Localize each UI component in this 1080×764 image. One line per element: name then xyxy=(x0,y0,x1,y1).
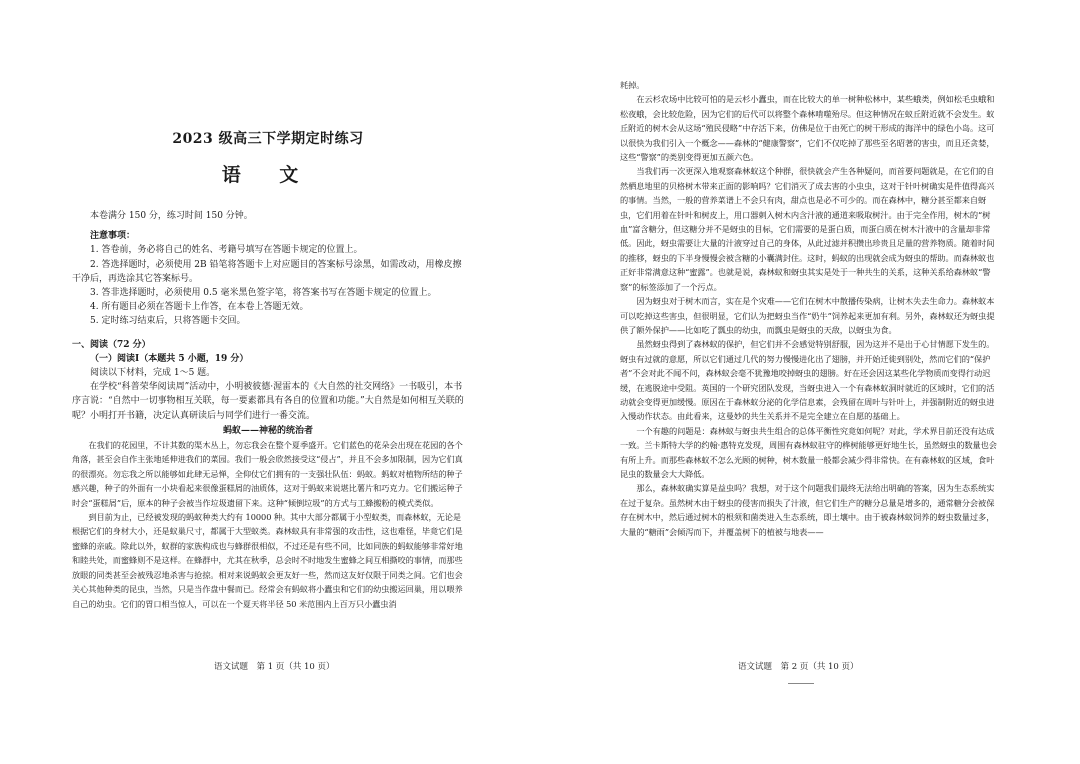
article-paragraph: 当我们再一次更深入地观察森林蚁这个种群，很快就会产生各种疑问，而首要问题就是，在它们的自然栖息地里的贝格树木带来正面的影响吗？它们消灭了成去害的小虫虫，这对于针叶树确实是件值得高兴的事情。当然，一般的营养菜谱上不会只有肉，甜点也是必不可少的。而在森林中，糖分甚至都来自蚜虫，它们用着在针叶和树皮上，用口器刺入树木内含汁液的通道来吸取树汁。由于完全作用，树木的“树血”富含糖分，但这糖分并不是蚜虫的目标，它们需要的是蛋白质，而蛋白质在树木汁液中的含量却非常低。因此，蚜虫需要让大量的汁液穿过自己的身体，从此过滤并积攒出珍贵且足量的营养物质。随着时间的推移，蚜虫的下半身慢慢会被含糖的小囊满封住。这时，蚂蚁的出现就会成为蚜虫的帮助。而森林蚁也正好非常满意这种“蜜露”。也就是说，森林蚁和蚜虫其实是处于一种共生的关系，这种关系给森林蚁“警察”的标签添加了一个污点。 xyxy=(620,166,995,292)
part-heading: （一）阅读Ⅰ（本题共 5 小题，19 分） xyxy=(90,353,249,364)
article-paragraph: 在云杉农场中比较可怕的是云杉小蠹虫，而在比较大的单一树种松林中，某些蛾类，例如松毛虫蛾和松夜蛾，会比较危险，因为它们的后代可以将整个森林啃噬殆尽。但这种情况在蚁丘附近就不会发生。蚁丘附近的树木会从这场“殖民侵略”中存活下来，仿佛是位于由死亡的树干形成的海洋中的绿色小岛。这可以很快为我们引入一个概念——森林的“健康警察”，它们不仅吃掉了那些至名昭著的害虫，而且还贪婪，这些“警察”的类别变得更加五颜六色。 xyxy=(620,94,995,163)
exam-page-2 xyxy=(620,78,1000,678)
reading-instruction: 阅读以下材料，完成 1～5 题。 xyxy=(90,368,216,379)
article-paragraph: 虽然蚜虫得到了森林蚁的保护，但它们并不会感觉特别舒服，因为这并不是出于心甘情愿下发生的。蚜虫有过就的意愿，所以它们通过几代的努力慢慢进化出了翅膀，并开始迁徙到别处，然而它们的“保护者”不会对此不闻不问，森林蚁会毫不犹豫地咬掉蚜虫的翅膀。好在还会因这某些化学物质而变得行动迟缓，在逃脱途中受阻。英国的一个研究团队发现，当蚜虫进入一个有森林蚁洞时就近的区域时，它们的活动就会变得更加缓慢。原因在于森林蚁分泌的化学信息素，会残留在周叶与针叶上，并强制附近的蚜虫进入慢动作状态。由此看来，这曼妙的共生关系并不是完全建立在自愿的基础上。 xyxy=(620,339,995,422)
article-paragraph: 耗掉。 xyxy=(620,80,645,90)
section-heading: 一、阅读（72 分） xyxy=(72,339,151,350)
article-paragraph: 一个有趣的问题是：森林蚁与蚜虫共生组合的总体平衡性究竟如何呢？对此，学术界目前还没有达成一致。兰卡斯特大学的约翰·惠特克发现，周围有森林蚁驻守的桦树能够更好地生长，虽然蚜虫的数量也会有所上升。而那些森林蚁不怎么光顾的树种，树木数量一般都会减少得非常快。在有森林蚁的区域，食叶昆虫的数量会大大降低。 xyxy=(620,425,997,479)
page-footer-2: 语文试题 第 2 页（共 10 页） xyxy=(738,662,859,672)
exam-title: 2023 级高三下学期定时练习 xyxy=(172,131,364,147)
exam-page-1 xyxy=(72,78,464,678)
note-item: 5. 定时练习结束后，只将答题卡交回。 xyxy=(90,316,246,327)
note-item: 3. 答非选择题时，必须使用 0.5 毫米黑色签字笔，将答案书写在答题卡规定的位置上。 xyxy=(90,288,437,299)
article-paragraph: 到目前为止，已经被发现的蚂蚁种类大约有 10000 种。其中大部分都属于小型蚁类，而森林蚁，无论是根据它们的身材大小，还是蚁巢尺寸，都属于大型蚁类。森林蚁具有非常强的攻击性，这也难怪，毕竟它们是蜜蜂的亲戚。除此以外，蚁群的家族构成也与蜂群很相似，不过还是有些不同，比如同族的蚂蚁能够非常好地和睦共处，而蜜蜂则不是这样。在蜂群中，尤其在秋季，总会时不时地发生蜜蜂之间互相撕咬的事情，而那些放眼的同类甚至会被残忍地杀害与抢掠。相对来说蚂蚁会更友好一些，然而这友好仅限于同类之间。它们也会关心其他种类的昆虫，当然，只是当作盘中餐而已。经常会有蚂蚁将小蠹虫和它们的幼虫搬运回巢，用以喂养自己的幼虫。它们的胃口相当惊人，可以在一个夏天将半径 50 米范围内上百万只小蠹虫消 xyxy=(72,512,463,609)
note-item: 4. 所有题目必须在答题卡上作答，在本卷上答题无效。 xyxy=(90,302,309,313)
note-item: 2. 答选择题时，必须使用 2B 铅笔将答题卡上对应题目的答案标号涂黑，如需改动，用橡皮擦干净后，再选涂其它答案标号。 xyxy=(72,259,462,284)
intro-paragraph: 在学校“科普荣华阅读周”活动中，小明被彼德·渥雷本的《大自然的社交网络》一书吸引，本书序言说：“自然中一切事物相互关联，每一要素都具有各自的位置和功能。”大自然是如何相互关联的呢？小明打开书籍，决定认真研读后与同学们进行一番交流。 xyxy=(72,382,464,421)
note-item: 1. 答卷前，务必将自己的姓名、考籍号填写在答题卡规定的位置上。 xyxy=(90,245,363,256)
subject-title: 语 文 xyxy=(221,164,315,186)
page-footer-1: 语文试题 第 1 页（共 10 页） xyxy=(214,662,335,672)
article-paragraph: 因为蚜虫对于树木而言，实在是个灾难——它们在树木中散播传染病，让树木失去生命力。森林蚁本可以吃掉这些害虫，但很明显，它们认为把蚜虫当作“奶牛”饲养起来更加有利。另外，森林蚁还为蚜虫提供了额外保护——比如吃了瓢虫的幼虫，而瓢虫是蚜虫的天敌，以蚜虫为食。 xyxy=(620,296,995,335)
article-title: 蚂蚁——神秘的统治者 xyxy=(222,425,313,436)
article-paragraph: 那么，森林蚁确实算是益虫吗？我想，对于这个问题我们最终无法给出明确的答案，因为生态系统实在过于复杂。虽然树木由于蚜虫的侵害而损失了汁液，但它们生产的糖分总量是增多的，通常糖分会被保存在树木中，然后通过树木的根须和菌类进入生态系统，即土壤中。由于被森林蚁饲养的蚜虫数量过多，大量的“糖雨”会倾泻而下，并覆盖树下的植被与地表—— xyxy=(620,483,995,537)
notes-heading: 注意事项： xyxy=(90,231,136,242)
scan-mark xyxy=(788,683,814,684)
exam-info: 本卷满分 150 分，练习时间 150 分钟。 xyxy=(90,211,253,221)
article-paragraph: 在我们的花园里，不计其数的渠木丛上，勿忘我会在整个夏季盛开。它们蓝色的花朵会出现在花园的各个角落，甚至会自作主张地延伸进我们的菜园。我们一般会欣然接受这“侵占”，并且不会多加限制，因为它们真的很漂亮。勿忘我之所以能够如此肆无忌惮，全仰仗它们拥有的一支强壮队伍：蚂蚁。蚂蚁对植物所结的种子感兴趣，种子的外面有一小块看起来很像蛋糕屑的油质体，这对于蚂蚁来说堪比薯片和巧克力。它们搬运种子时会“蛋糕屑”后，原本的种子会被当作垃圾遗留下来。这种“倾倒垃圾”的方式与工蜂搬粉的模式类似。 xyxy=(72,440,463,508)
